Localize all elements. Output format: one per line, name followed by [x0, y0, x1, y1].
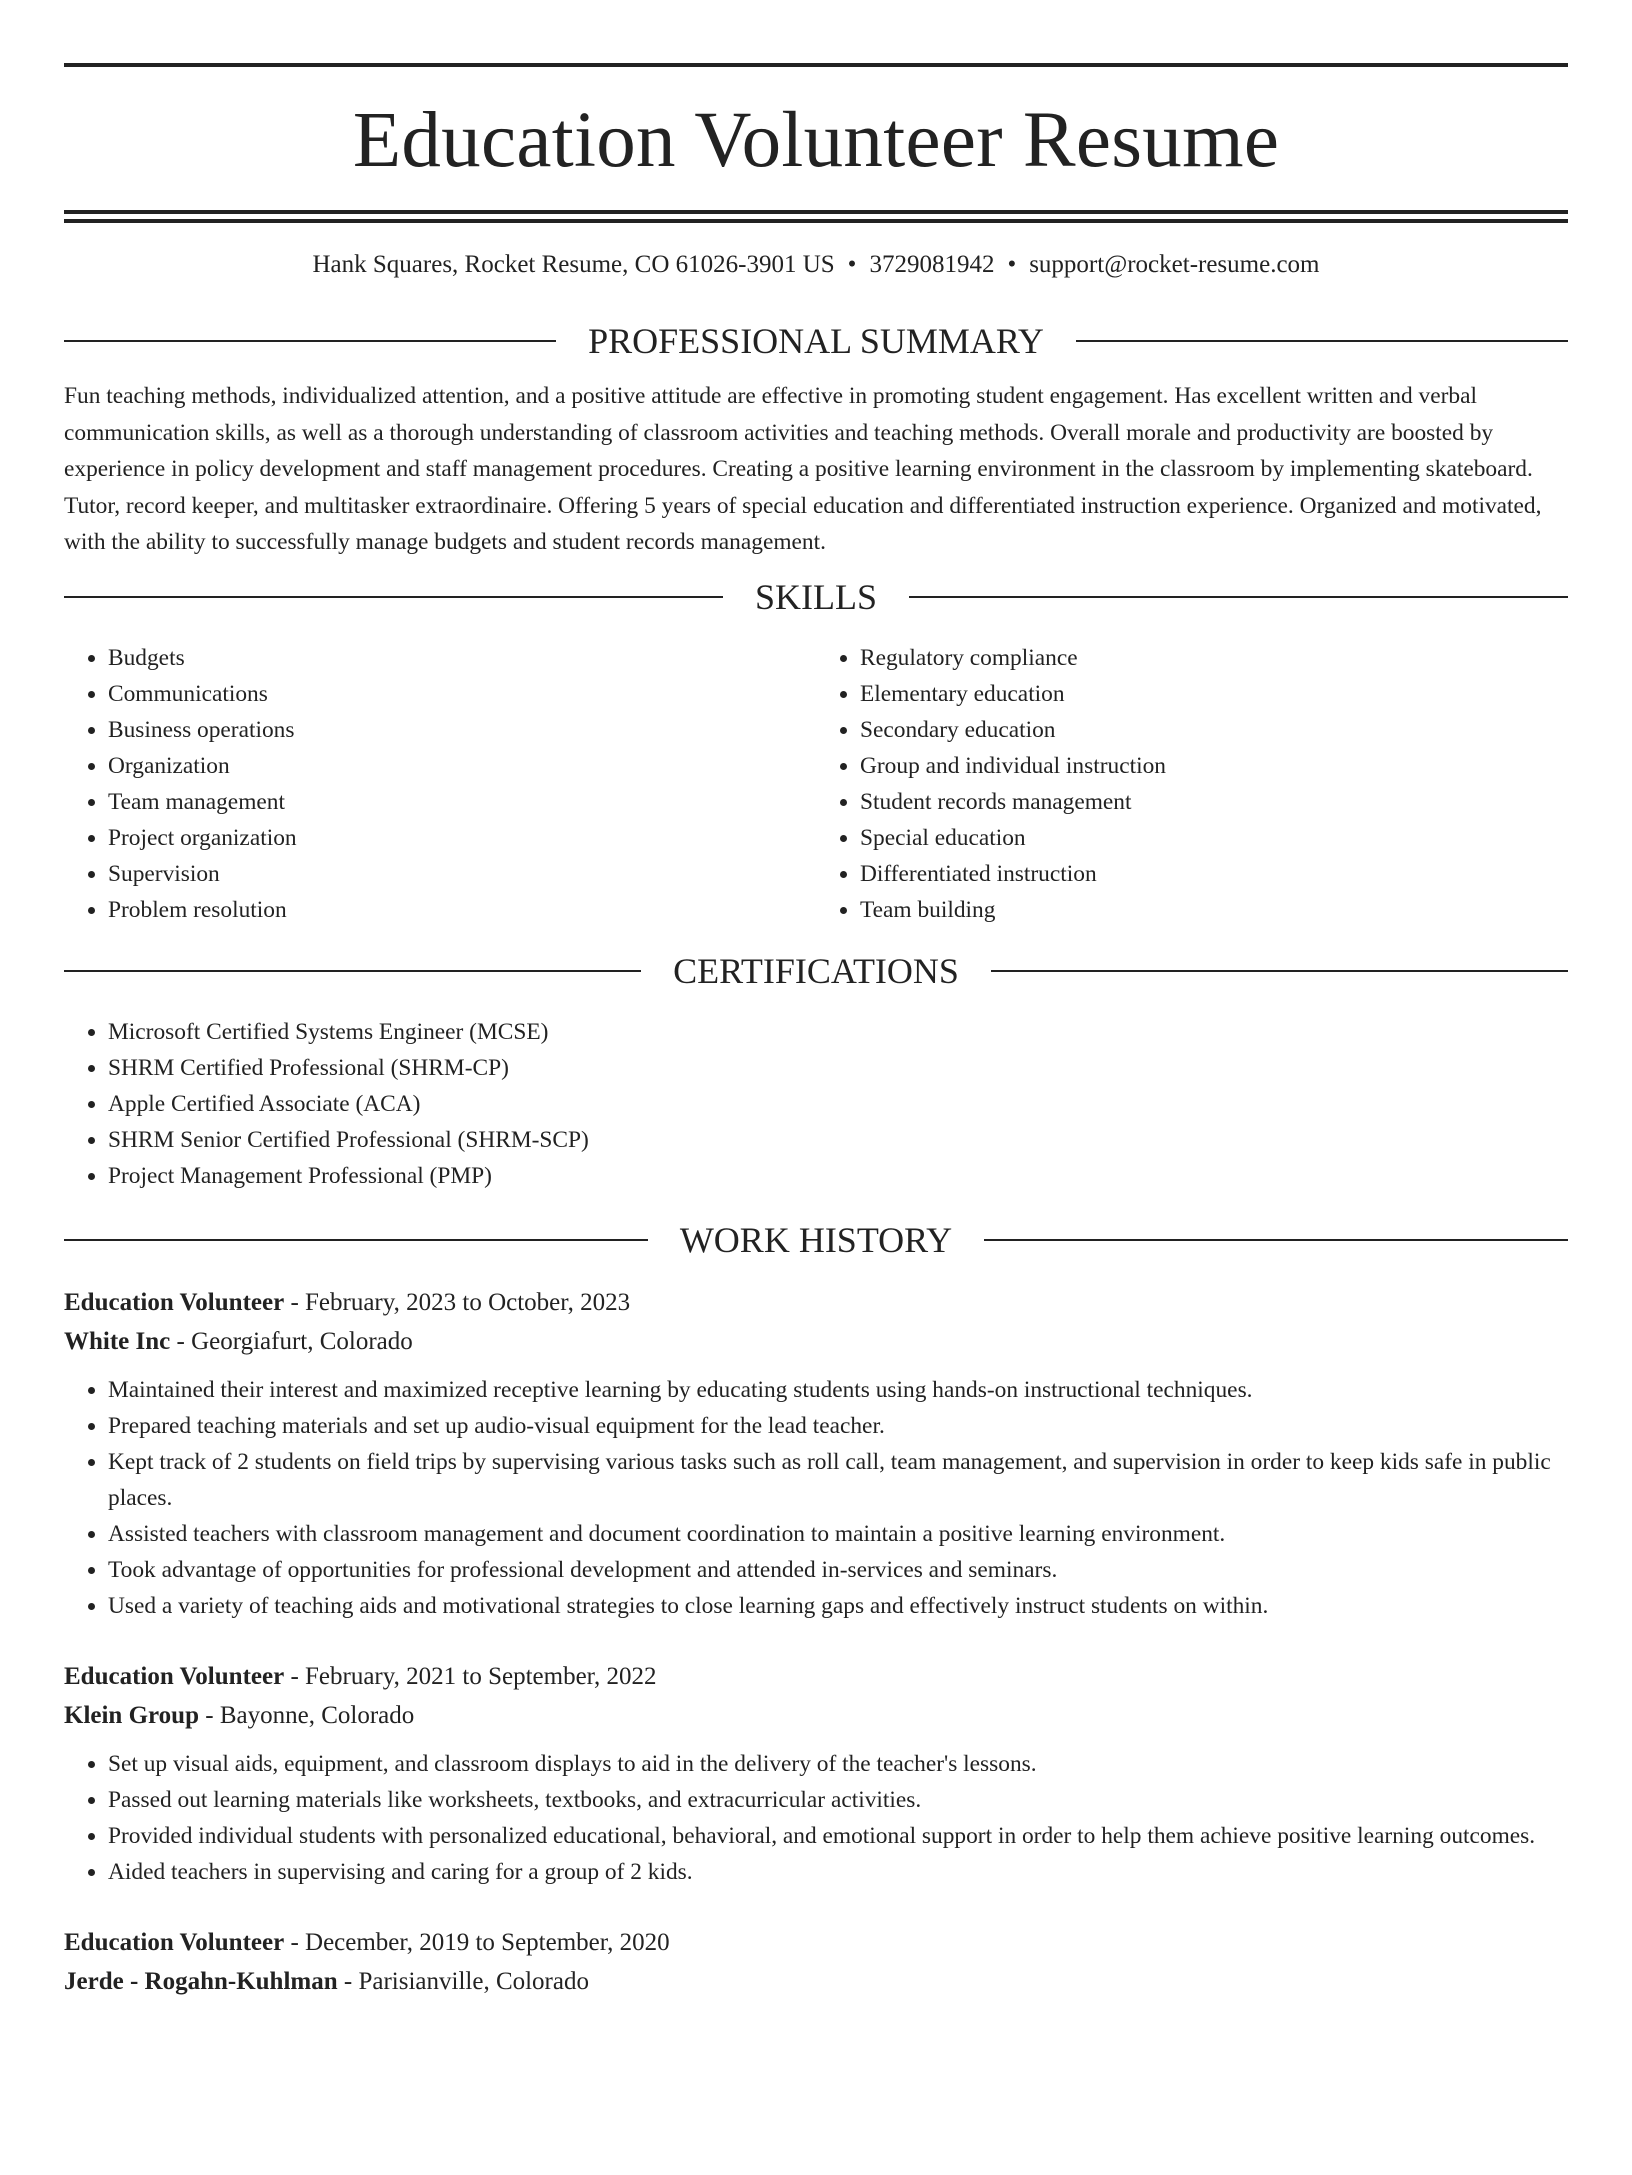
- certifications-list: [64, 1014, 1568, 1194]
- certifications-heading: CERTIFICATIONS: [673, 950, 959, 991]
- contact-line: [64, 250, 1568, 280]
- job-bullet: • Maintained their interest and maximized receptive learning by educating students using hands-on instructional techniques.: [108, 1372, 1568, 1408]
- job-bullet: • Aided teachers in supervising and caring for a group of 2 kids.: [108, 1854, 1568, 1890]
- skill-item: • Budgets: [108, 640, 816, 676]
- skill-item: • Problem resolution: [108, 892, 816, 928]
- skill-item: • Organization: [108, 748, 816, 784]
- job-bullets: [64, 1746, 1568, 1890]
- job-company-line: [64, 1696, 1568, 1735]
- section-rule: [64, 596, 723, 598]
- skill-item: • Secondary education: [860, 712, 1568, 748]
- skills-section-header: [64, 577, 1568, 617]
- contact-address: Hank Squares, Rocket Resume, CO 61026-3901 US: [312, 251, 835, 278]
- skill-item: • Special education: [860, 820, 1568, 856]
- job-entry: [64, 1283, 1568, 1624]
- skill-item: • Differentiated instruction: [860, 856, 1568, 892]
- certification-item: • Apple Certified Associate (ACA): [108, 1086, 1568, 1122]
- job-company: White Inc: [64, 1327, 171, 1355]
- job-bullet: • Took advantage of opportunities for professional development and attended in-services and seminars.: [108, 1552, 1568, 1588]
- job-bullet: • Passed out learning materials like worksheets, textbooks, and extracurricular activities.: [108, 1782, 1568, 1818]
- job-dates: - December, 2019 to September, 2020: [284, 1928, 670, 1956]
- certification-item: • Project Management Professional (PMP): [108, 1158, 1568, 1194]
- skill-item: • Regulatory compliance: [860, 640, 1568, 676]
- job-company-line: [64, 1962, 1568, 2001]
- certifications-section-header: [64, 951, 1568, 991]
- job-location: - Bayonne, Colorado: [199, 1701, 415, 1729]
- section-rule: [984, 1239, 1568, 1241]
- contact-email: support@rocket-resume.com: [1029, 251, 1320, 278]
- skills-heading: SKILLS: [755, 576, 878, 617]
- resume-title: Education Volunteer Resume: [352, 97, 1280, 184]
- job-location: - Parisianville, Colorado: [337, 1967, 589, 1995]
- job-company: Klein Group: [64, 1701, 199, 1729]
- skill-item: • Business operations: [108, 712, 816, 748]
- skills-columns: [64, 640, 1568, 928]
- skill-item: • Student records management: [860, 784, 1568, 820]
- summary-section-header: [64, 321, 1568, 361]
- section-rule: [991, 970, 1568, 972]
- job-title: Education Volunteer: [64, 1288, 285, 1316]
- job-bullets: [64, 1372, 1568, 1624]
- contact-separator: •: [1007, 251, 1017, 278]
- job-bullet: • Provided individual students with personalized educational, behavioral, and emotional support in order to help them achieve positive learning outcomes.: [108, 1818, 1568, 1854]
- job-bullet: • Set up visual aids, equipment, and classroom displays to aid in the delivery of the teacher's lessons.: [108, 1746, 1568, 1782]
- summary-text: Fun teaching methods, individualized attention, and a positive attitude are effective in promoting student engagement. Has excellent written and verbal communication skills, as well as a thorough understanding of classroom activities and teaching methods. Overall morale and productivity are boosted by experience in policy development and staff management procedures. Creating a positive learning environment in the classroom by implementing skateboard. Tutor, record keeper, and multitasker extraordinaire. Offering 5 years of special education and differentiated instruction experience. Organized and motivated, with the ability to successfully manage budgets and student records management.: [64, 383, 1542, 555]
- section-rule: [64, 340, 556, 342]
- section-rule: [64, 970, 641, 972]
- skills-list-right: [816, 640, 1568, 928]
- skills-list-left: [64, 640, 816, 928]
- job-bullet: • Kept track of 2 students on field trips by supervising various tasks such as roll call, team management, and supervision in order to keep kids safe in public places.: [108, 1444, 1568, 1516]
- skill-item: • Team building: [860, 892, 1568, 928]
- job-company-line: [64, 1322, 1568, 1361]
- skill-item: • Supervision: [108, 856, 816, 892]
- contact-phone: 3729081942: [869, 251, 995, 278]
- job-title-line: [64, 1657, 1568, 1696]
- job-entry: [64, 1923, 1568, 2001]
- job-company: Jerde - Rogahn-Kuhlman: [64, 1967, 338, 1995]
- top-rule: [64, 63, 1568, 67]
- certification-item: • SHRM Senior Certified Professional (SHRM-SCP): [108, 1122, 1568, 1158]
- skill-item: • Project organization: [108, 820, 816, 856]
- job-title-line: [64, 1923, 1568, 1962]
- skill-item: • Communications: [108, 676, 816, 712]
- job-title: Education Volunteer: [64, 1928, 285, 1956]
- job-entry: [64, 1657, 1568, 1890]
- job-location: - Georgiafurt, Colorado: [170, 1327, 413, 1355]
- job-dates: - February, 2023 to October, 2023: [284, 1288, 631, 1316]
- work-history-section-header: [64, 1220, 1568, 1260]
- title-double-rule: [64, 210, 1568, 223]
- job-bullet: • Used a variety of teaching aids and motivational strategies to close learning gaps and effectively instruct students on within.: [108, 1588, 1568, 1624]
- section-rule: [64, 1239, 648, 1241]
- section-rule: [1076, 340, 1568, 342]
- skill-item: • Elementary education: [860, 676, 1568, 712]
- section-rule: [909, 596, 1568, 598]
- work-history-heading: WORK HISTORY: [679, 1219, 953, 1260]
- job-title: Education Volunteer: [64, 1662, 285, 1690]
- certification-item: • Microsoft Certified Systems Engineer (MCSE): [108, 1014, 1568, 1050]
- skill-item: • Team management: [108, 784, 816, 820]
- job-bullet: • Assisted teachers with classroom management and document coordination to maintain a positive learning environment.: [108, 1516, 1568, 1552]
- job-bullet: • Prepared teaching materials and set up audio-visual equipment for the lead teacher.: [108, 1408, 1568, 1444]
- job-dates: - February, 2021 to September, 2022: [284, 1662, 657, 1690]
- job-title-line: [64, 1283, 1568, 1322]
- certification-item: • SHRM Certified Professional (SHRM-CP): [108, 1050, 1568, 1086]
- skill-item: • Group and individual instruction: [860, 748, 1568, 784]
- resume-page: [0, 63, 1632, 2175]
- summary-heading: PROFESSIONAL SUMMARY: [588, 321, 1044, 361]
- contact-separator: •: [847, 251, 857, 278]
